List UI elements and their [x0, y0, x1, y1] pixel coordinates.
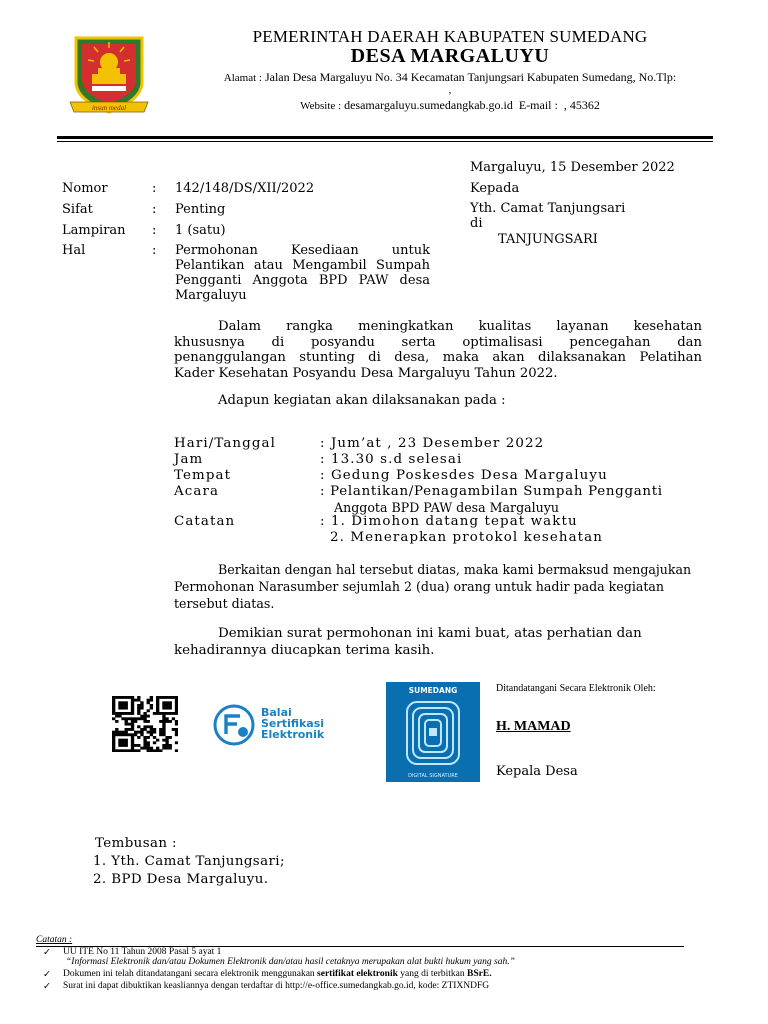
meta-value-nomor: 142/148/DS/XII/2022	[175, 181, 315, 196]
paragraph-closing	[174, 625, 702, 659]
meta-colon: :	[152, 223, 157, 238]
footer-line-quote: “Informasi Elektronik dan/atau Dokumen Elektronik dan/atau hasil cetaknya merupakan alat bukti hukum yang sah.”	[66, 957, 515, 967]
recipient-place: TANJUNGSARI	[498, 232, 598, 247]
header-rule-thick	[57, 136, 713, 139]
subject-text	[175, 243, 430, 303]
paragraph-line: khususnya di posyandu serta optimalisasi pencegahan dan	[174, 334, 702, 350]
fingerprint-icon	[403, 698, 463, 768]
meta-value-sifat: Penting	[175, 202, 226, 217]
recipient-at: di	[470, 216, 483, 231]
bsre-logo-icon	[212, 704, 256, 746]
paragraph-intro	[174, 319, 702, 381]
schedule-day-value: : Jum’at , 23 Desember 2022	[320, 436, 545, 451]
subject-line: Margaluyu	[175, 288, 247, 303]
meta-colon: :	[152, 202, 157, 217]
postal-code: , 45362	[563, 98, 600, 112]
check-icon: ✓	[43, 982, 51, 992]
header-rule-thin	[57, 141, 713, 142]
subject-line: Pengganti Anggota BPD PAW desa	[175, 273, 430, 288]
meta-label-sifat: Sifat	[62, 202, 93, 217]
bsre-line: Balai	[261, 706, 292, 719]
recipient-name: Yth. Camat Tanjungsari	[470, 201, 626, 216]
paragraph-line: Kader Kesehatan Posyandu Desa Margaluyu Tahun 2022.	[174, 365, 558, 381]
paragraph-line: Berkaitan dengan hal tersebut diatas, maka kami bermaksud mengajukan	[218, 562, 692, 577]
paragraph-line: penanggulangan stunting di desa, maka akan dilaksanakan Pelatihan	[174, 350, 702, 365]
schedule-day-label: Hari/Tanggal	[174, 436, 276, 451]
subject-line: Pelantikan atau Mengambil Sumpah	[175, 258, 430, 273]
footer-text: Dokumen ini telah ditandatangani secara elektronik menggunakan	[63, 969, 318, 979]
paragraph-line: Dalam rangka meningkatkan kualitas layanan kesehatan	[218, 319, 702, 334]
recipient-to: Kepada	[470, 181, 520, 196]
schedule-time-value: : 13.30 s.d selesai	[320, 452, 463, 467]
footer-line-signed	[63, 969, 492, 979]
subject-line: Permohonan Kesediaan untuk	[175, 243, 430, 258]
footer-text-bold: sertifikat elektronik	[317, 969, 398, 979]
paragraph-line: tersebut diatas.	[174, 596, 275, 611]
badge-bottom-text: DIGITAL SIGNATURE	[408, 773, 458, 779]
bsre-line: Sertifikasi	[261, 717, 325, 730]
email-label: E-mail :	[518, 98, 558, 112]
schedule-place-value: : Gedung Poskesdes Desa Margaluyu	[320, 468, 608, 483]
meta-label-hal: Hal	[62, 243, 86, 258]
paragraph-line: Demikian surat permohonan ini kami buat, atas perhatian dan	[218, 626, 642, 641]
check-icon: ✓	[43, 948, 51, 958]
address-text: Jalan Desa Margaluyu No. 34 Kecamatan Tanjungsari Kabupaten Sumedang, No.Tlp:	[264, 70, 677, 84]
footer-text-bold: BSrE.	[467, 969, 492, 979]
schedule-note-2: 2. Menerapkan protokol kesehatan	[330, 530, 603, 545]
meta-label-nomor: Nomor	[62, 181, 108, 196]
signed-by-label: Ditandatangani Secara Elektronik Oleh:	[496, 683, 656, 694]
paragraph-request	[174, 561, 702, 612]
footer-line-uu: UU ITE No 11 Tahun 2008 Pasal 5 ayat 1	[63, 947, 222, 957]
meta-label-lampiran: Lampiran	[62, 223, 126, 238]
address-line	[160, 70, 740, 85]
schedule-event-cont: Anggota BPD PAW desa Margaluyu	[334, 500, 560, 515]
footer-label: Catatan :	[36, 935, 73, 945]
digital-signature-badge	[386, 682, 480, 782]
address-continuation: ,	[448, 84, 452, 96]
website-label: Website :	[300, 100, 342, 112]
schedule-event-label: Acara	[174, 484, 220, 499]
meta-colon: :	[152, 181, 157, 196]
place-date: Margaluyu, 15 Desember 2022	[470, 160, 675, 175]
meta-colon: :	[152, 243, 157, 258]
government-title: PEMERINTAH DAERAH KABUPATEN SUMEDANG	[252, 27, 648, 46]
village-title: DESA MARGALUYU	[350, 45, 550, 67]
footer-text: yang di terbitkan	[397, 969, 468, 979]
footer-line-verify: Surat ini dapat dibuktikan keasliannya dengan terdaftar di http://e-office.sumedangkab.go.id, kode: ZTIXNDFG	[63, 981, 490, 991]
logo-motto: insun medal	[91, 104, 127, 112]
schedule-note-label: Catatan	[174, 514, 236, 529]
cc-item: 2. BPD Desa Margaluyu.	[93, 872, 269, 887]
sumedang-regency-logo	[68, 28, 150, 120]
bsre-line: Elektronik	[261, 728, 325, 741]
paragraph-line: kehadirannya diucapkan terima kasih.	[174, 643, 435, 658]
paragraph-line: Permohonan Narasumber sejumlah 2 (dua) orang untuk hadir pada kegiatan	[174, 579, 665, 594]
signer-name: H. MAMAD	[496, 719, 571, 734]
cc-item: 1. Yth. Camat Tanjungsari;	[93, 854, 285, 869]
paragraph-schedule-intro: Adapun kegiatan akan dilaksanakan pada :	[218, 393, 506, 408]
address-label: Alamat :	[223, 72, 262, 84]
badge-top-text: SUMEDANG	[408, 686, 458, 695]
signer-position: Kepala Desa	[496, 764, 578, 779]
qr-code-icon	[112, 696, 178, 752]
bsre-name	[261, 707, 324, 740]
website-link[interactable]: desamargaluyu.sumedangkab.go.id	[344, 98, 513, 112]
schedule-place-label: Tempat	[174, 468, 232, 483]
cc-title: Tembusan :	[95, 836, 177, 851]
check-icon: ✓	[43, 970, 51, 980]
schedule-time-label: Jam	[174, 452, 204, 467]
schedule-note-1: : 1. Dimohon datang tepat waktu	[320, 514, 578, 529]
schedule-event-value: : Pelantikan/Penagambilan Sumpah Pengganti	[320, 484, 663, 499]
contact-line	[160, 98, 740, 113]
meta-value-lampiran: 1 (satu)	[175, 223, 226, 238]
